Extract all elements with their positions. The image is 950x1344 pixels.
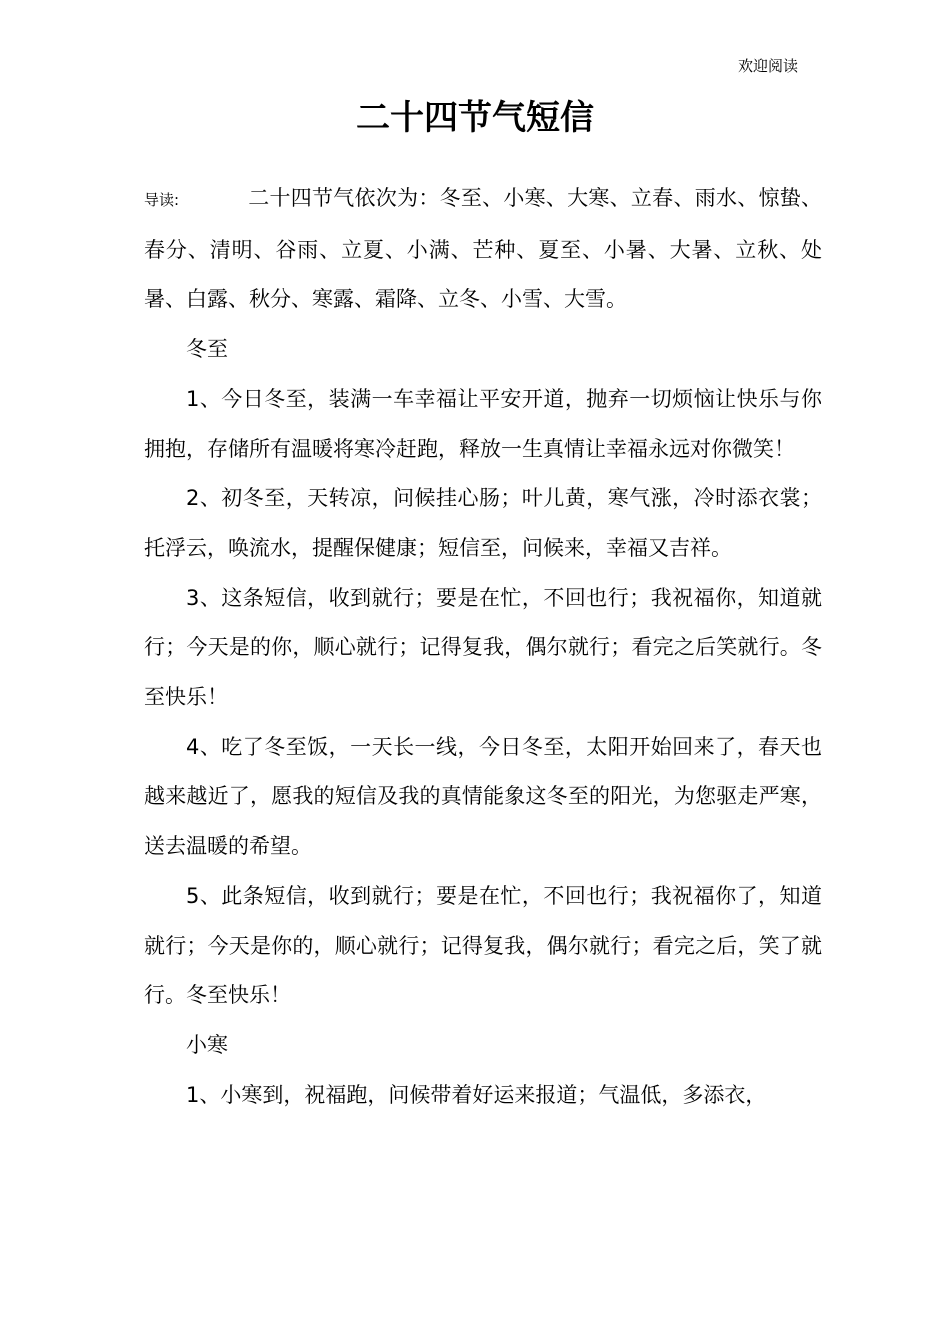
document-title: 二十四节气短信 — [356, 98, 594, 138]
header-note: 欢迎阅读 — [737, 57, 798, 75]
section-heading-dongzhi: 冬至 — [186, 337, 228, 362]
section-heading-xiaohan: 小寒 — [186, 1032, 228, 1057]
xiaohan-message-1: 1、小寒到，祝福跑，问候带着好运来报道；气温低，多添衣， — [186, 1082, 767, 1107]
document-body — [144, 174, 822, 1120]
dongzhi-message-3: 3、这条短信，收到就行；要是在忙，不回也行；我祝福你，知道就行；今天是的你，顺心就行；记得复我，偶尔就行；看完之后笑就行。冬至快乐！ — [144, 585, 822, 710]
dongzhi-message-1: 1、今日冬至，装满一车幸福让平安开道，抛弃一切烦恼让快乐与你拥抱，存储所有温暖将寒冷赶跑，释放一生真情让幸福永远对你微笑！ — [144, 386, 822, 461]
dongzhi-message-5: 5、此条短信，收到就行；要是在忙，不回也行；我祝福你了，知道就行；今天是你的，顺心就行；记得复我，偶尔就行；看完之后，笑了就行。冬至快乐！ — [144, 883, 822, 1008]
intro-label: 导读: — [144, 191, 180, 209]
dongzhi-message-2: 2、初冬至，天转凉，问候挂心肠；叶儿黄，寒气涨，冷时添衣裳；托浮云，唤流水，提醒保健康；短信至，问候来，幸福又吉祥。 — [144, 486, 822, 560]
intro-paragraph — [144, 174, 822, 325]
dongzhi-message-4: 4、吃了冬至饭，一天长一线，今日冬至，太阳开始回来了，春天也越来越近了，愿我的短信及我的真情能象这冬至的阳光，为您驱走严寒，送去温暖的希望。 — [144, 734, 822, 859]
intro-text: 二十四节气依次为：冬至、小寒、大寒、立春、雨水、惊蛰、春分、清明、谷雨、立夏、小满、芒种、夏至、小暑、大暑、立秋、处暑、白露、秋分、寒露、霜降、立冬、小雪、大雪。 — [144, 186, 822, 312]
